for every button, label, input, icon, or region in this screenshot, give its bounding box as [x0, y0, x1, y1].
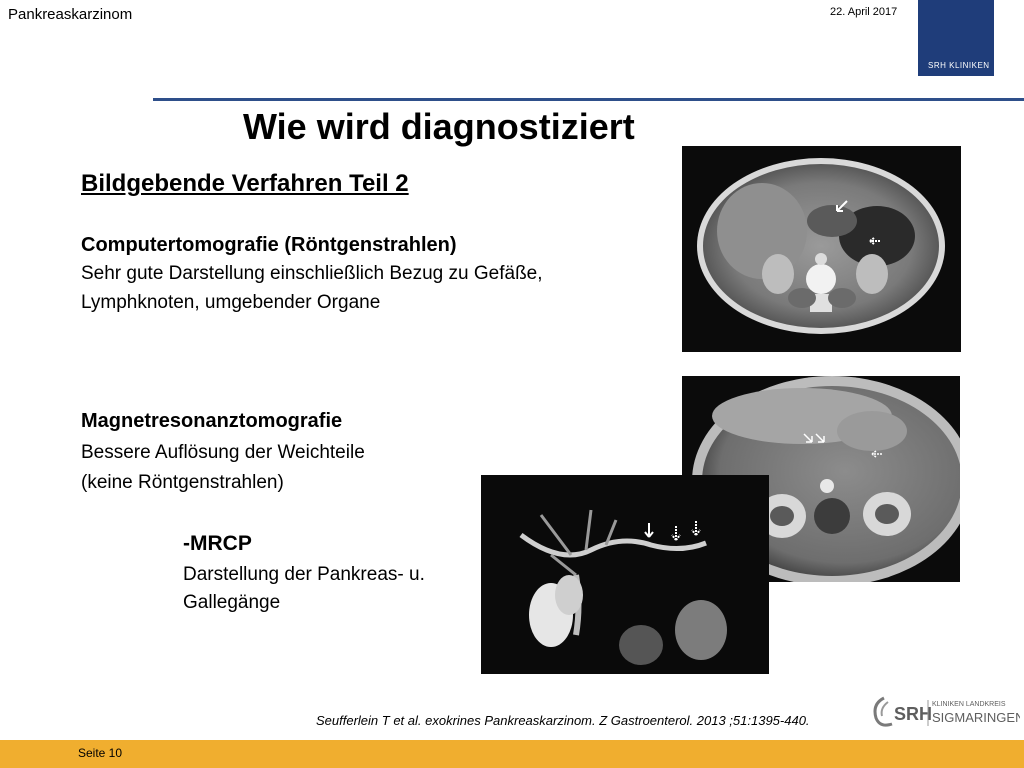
mrcp-scan-image	[481, 475, 769, 674]
ct-description-line-1: Sehr gute Darstellung einschließlich Bezug zu Gefäße,	[81, 263, 543, 284]
slide-subtitle: Bildgebende Verfahren Teil 2	[81, 170, 409, 197]
logo-line-1: KLINIKEN LANDKREIS	[932, 701, 1006, 708]
mrcp-description-line-2: Gallegänge	[183, 592, 281, 613]
ct-description-line-2: Lymphknoten, umgebender Organe	[81, 292, 381, 313]
citation: Seufferlein T et al. exokrines Pankreaskarzinom. Z Gastroenterol. 2013 ;51:1395-440.	[316, 713, 810, 728]
srh-brand-tab-text: SRH KLINIKEN	[928, 61, 990, 70]
logo-mark: SRH	[894, 704, 933, 724]
mrt-description-line-2: (keine Röntgenstrahlen)	[81, 472, 284, 493]
logo-line-2: SIGMARINGEN	[932, 710, 1020, 725]
mrt-description-line-1: Bessere Auflösung der Weichteile	[81, 442, 365, 463]
presentation-date: 22. April 2017	[830, 6, 898, 18]
footer-bar	[0, 740, 1024, 768]
srh-sigmaringen-logo	[870, 692, 1020, 732]
srh-brand-tab	[918, 0, 994, 76]
slide-title: Wie wird diagnostiziert	[243, 106, 635, 147]
mrt-heading: Magnetresonanztomografie	[81, 410, 343, 432]
mrcp-description-line-1: Darstellung der Pankreas- u.	[183, 564, 425, 585]
page-number: Seite 10	[78, 746, 123, 760]
mrcp-heading: -MRCP	[183, 532, 252, 555]
header-divider	[153, 98, 1024, 101]
ct-heading: Computertomografie (Röntgenstrahlen)	[81, 234, 457, 256]
presentation-topic: Pankreaskarzinom	[8, 6, 133, 23]
ct-scan-image	[682, 146, 961, 352]
